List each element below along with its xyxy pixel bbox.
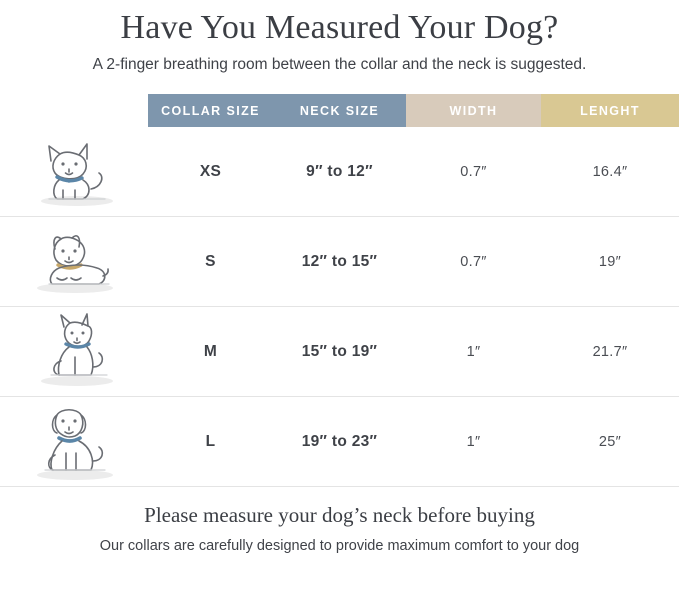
table-row [0,217,679,307]
dog-sitting-large-icon [0,397,148,486]
dog-lying-icon [0,217,148,306]
cell-width: 1″ [466,343,481,360]
header-width: WIDTH [406,94,541,127]
header-collar-size: COLLAR SIZE [148,94,273,127]
row-image-cell [0,127,148,217]
cell-collar-size: S [205,252,216,270]
size-chart-page [0,6,679,595]
cell-collar-size: M [203,342,218,360]
cell-length: 19″ [598,253,622,270]
row-image-cell [0,307,148,397]
table-header [0,94,679,127]
table-row [0,127,679,217]
cell-width: 0.7″ [460,253,487,270]
row-image-cell [0,397,148,487]
row-image-cell [0,217,148,307]
table-row [0,307,679,397]
cell-length: 16.4″ [592,163,628,180]
dog-sitting-medium-icon [0,307,148,396]
cell-length: 25″ [598,433,622,450]
cell-neck-size: 19″ to 23″ [301,432,378,450]
header-length: LENGHT [541,94,679,127]
cell-collar-size: XS [199,162,222,180]
cell-neck-size: 9″ to 12″ [306,162,373,180]
table-row [0,397,679,487]
cell-collar-size: L [205,432,216,450]
footer [0,501,679,558]
page-subtitle: A 2-finger breathing room between the collar and the neck is suggested. [92,56,587,73]
header-neck-size: NECK SIZE [273,94,406,127]
table-body [0,127,679,487]
dog-sitting-small-icon [0,127,148,216]
header-blank [0,94,148,127]
footer-main-text: Please measure your dog’s neck before buying [144,503,535,527]
cell-length: 21.7″ [592,343,628,360]
cell-width: 1″ [466,433,481,450]
cell-width: 0.7″ [460,163,487,180]
cell-neck-size: 15″ to 19″ [301,342,378,360]
size-chart-table [0,94,679,487]
page-title: Have You Measured Your Dog? [120,9,559,46]
footer-sub-text: Our collars are carefully designed to provide maximum comfort to your dog [99,538,580,554]
cell-neck-size: 12″ to 15″ [301,252,378,270]
